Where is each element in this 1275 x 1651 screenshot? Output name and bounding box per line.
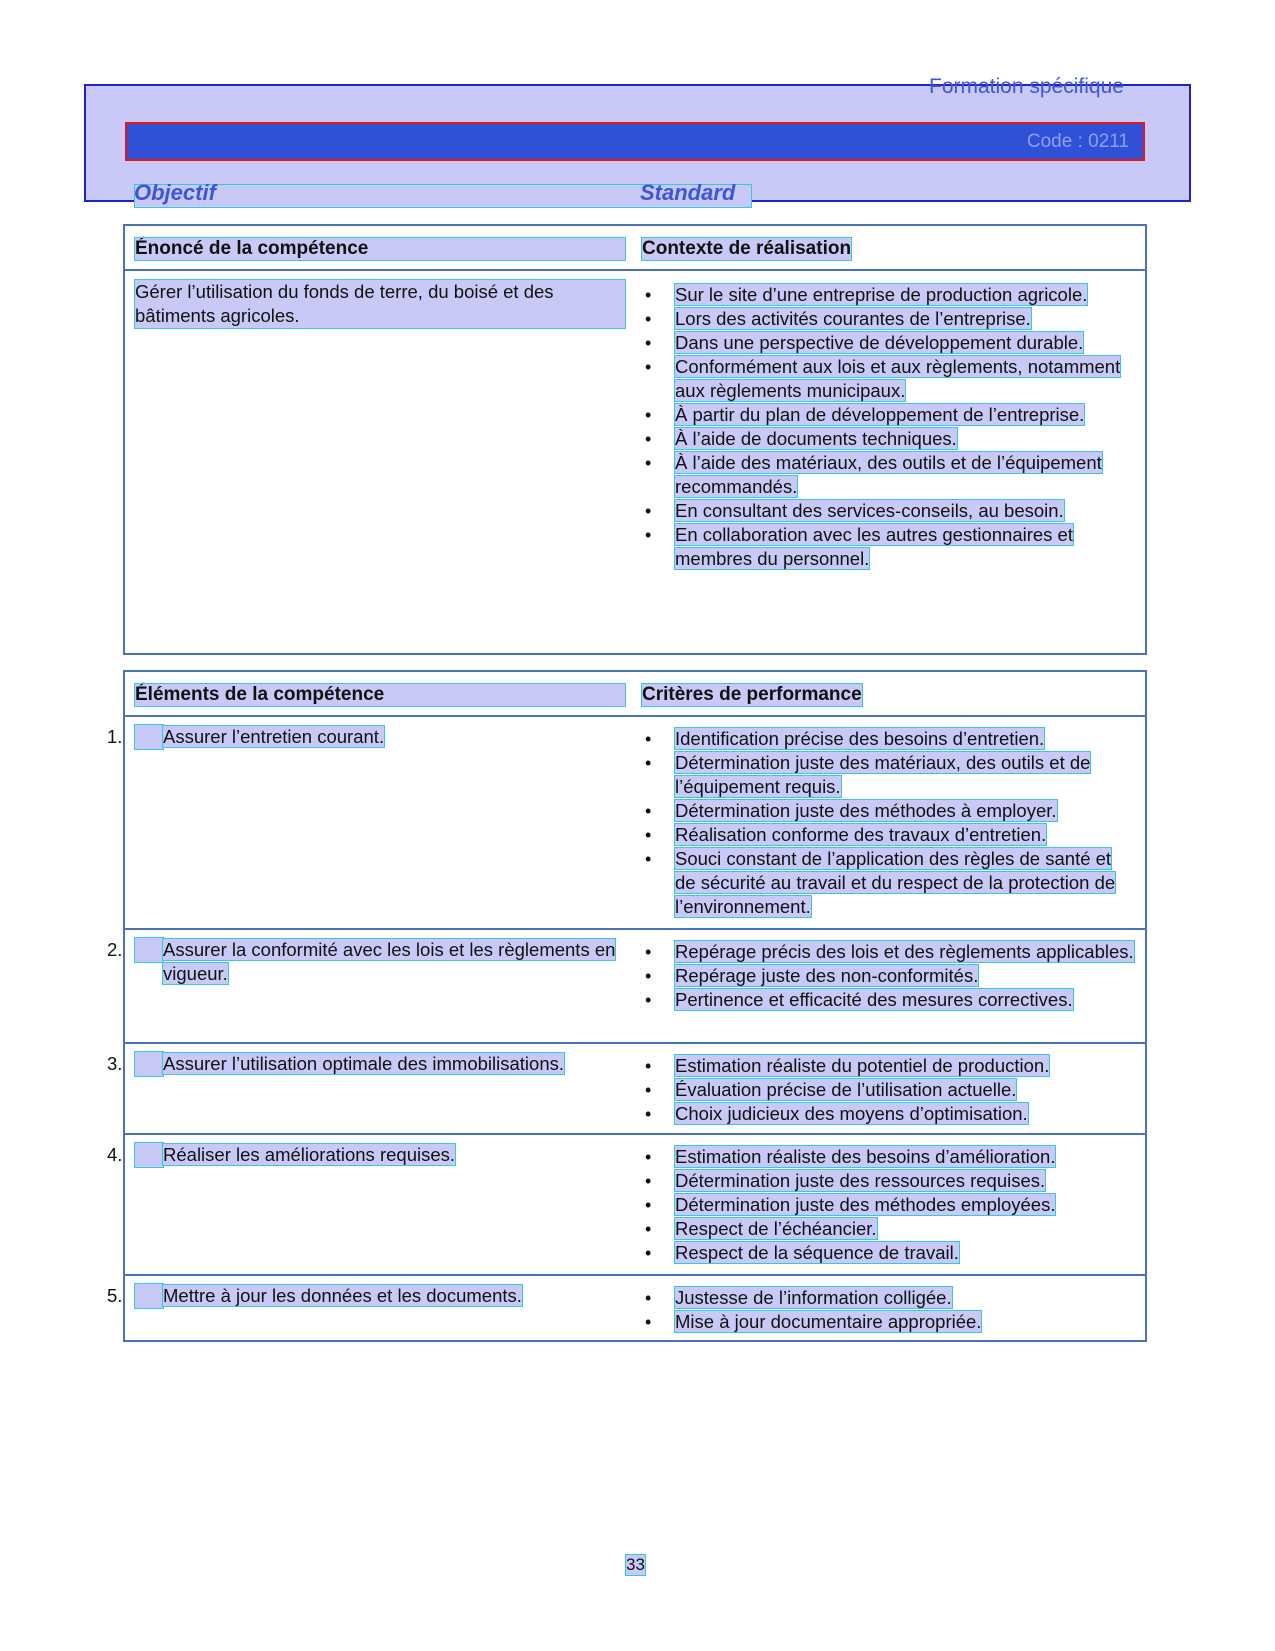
criteria-item-text: Réalisation conforme des travaux d’entretien. — [675, 824, 1047, 845]
context-item-text: À l’aide des matériaux, des outils et de l’équipement recommandés. — [675, 452, 1102, 497]
competence-statement — [135, 280, 625, 328]
criteria-item-text: Mise à jour documentaire appropriée. — [675, 1311, 982, 1332]
code-bar — [125, 122, 1145, 161]
criteria-item-text: Respect de la séquence de travail. — [675, 1242, 959, 1263]
formation-label: Formation spécifique — [929, 75, 1124, 98]
criteria-list — [645, 940, 1135, 1012]
context-item — [645, 283, 1135, 307]
criteria-container — [645, 1054, 1135, 1126]
standard-heading: Standard — [640, 180, 736, 205]
criteria-container — [645, 940, 1135, 1012]
page-number: 33 — [626, 1555, 645, 1574]
criteria-list — [645, 1054, 1135, 1126]
context-item — [645, 355, 1135, 403]
criteria-item — [645, 1217, 1135, 1241]
element-number: 1. — [135, 725, 163, 749]
criteria-item — [645, 751, 1135, 799]
element-row — [107, 1135, 1145, 1276]
element-statement — [107, 1284, 653, 1308]
elements-box — [107, 670, 1147, 1342]
criteria-list — [645, 1286, 1135, 1334]
element-text: Assurer l’entretien courant. — [163, 726, 385, 747]
element-text: Réaliser les améliorations requises. — [163, 1144, 456, 1165]
criteria-item — [645, 940, 1135, 964]
elements-box-header — [125, 672, 1145, 717]
context-item — [645, 499, 1135, 523]
element-row — [107, 1276, 1145, 1343]
criteria-item-text: Détermination juste des méthodes employées. — [675, 1194, 1056, 1215]
context-item-text: En collaboration avec les autres gestionnaires et membres du personnel. — [675, 524, 1073, 569]
criteria-container — [645, 1286, 1135, 1334]
criteria-item — [645, 847, 1135, 919]
criteria-list — [645, 727, 1135, 919]
context-item-text: Dans une perspective de développement durable. — [675, 332, 1084, 353]
element-statement — [107, 1143, 653, 1167]
element-statement — [107, 938, 653, 986]
competence-box-header — [125, 226, 1145, 271]
context-item — [645, 427, 1135, 451]
criteria-item — [645, 1310, 1135, 1334]
context-item-text: Sur le site d’une entreprise de production agricole. — [675, 284, 1088, 305]
criteria-item — [645, 1241, 1135, 1265]
criteria-item-text: Choix judicieux des moyens d’optimisation. — [675, 1103, 1028, 1124]
criteria-item-text: Repérage précis des lois et des règlements applicables. — [675, 941, 1134, 962]
context-item-text: À partir du plan de développement de l’entreprise. — [675, 404, 1085, 425]
element-row — [107, 717, 1145, 930]
context-item — [645, 307, 1135, 331]
criteria-item-text: Détermination juste des méthodes à employer. — [675, 800, 1057, 821]
element-number: 2. — [135, 938, 163, 962]
code-label: Code : — [1026, 131, 1083, 152]
element-statement — [107, 725, 653, 749]
context-item — [645, 451, 1135, 499]
context-item — [645, 403, 1135, 427]
context-item-text: À l’aide de documents techniques. — [675, 428, 957, 449]
criteria-item-text: Estimation réaliste du potentiel de production. — [675, 1055, 1050, 1076]
element-text: Assurer la conformité avec les lois et les règlements en vigueur. — [163, 939, 616, 984]
element-number: 5. — [135, 1284, 163, 1308]
criteria-header: Critères de performance — [642, 684, 862, 705]
elements-header: Éléments de la compétence — [135, 684, 625, 706]
code-value: 0211 — [1088, 131, 1129, 152]
context-header: Contexte de réalisation — [642, 238, 852, 259]
criteria-container — [645, 1145, 1135, 1265]
criteria-container — [645, 727, 1135, 919]
objectif-heading: Objectif — [134, 180, 216, 205]
element-rows — [107, 717, 1145, 1343]
criteria-item — [645, 727, 1135, 751]
element-number: 3. — [135, 1052, 163, 1076]
context-item — [645, 523, 1135, 571]
criteria-item — [645, 823, 1135, 847]
element-number: 4. — [135, 1143, 163, 1167]
competence-box — [123, 224, 1147, 655]
element-row — [107, 930, 1145, 1044]
criteria-item-text: Justesse de l’information colligée. — [675, 1287, 952, 1308]
context-list-container — [645, 283, 1135, 571]
criteria-item — [645, 1102, 1135, 1126]
context-item-text: En consultant des services-conseils, au besoin. — [675, 500, 1064, 521]
criteria-item-text: Identification précise des besoins d’entretien. — [675, 728, 1045, 749]
context-list — [645, 283, 1135, 571]
criteria-item-text: Estimation réaliste des besoins d’amélioration. — [675, 1146, 1056, 1167]
competence-statement-text: Gérer l’utilisation du fonds de terre, du boisé et des bâtiments agricoles. — [135, 280, 625, 328]
competence-statement-header: Énoncé de la compétence — [135, 238, 625, 260]
context-item-text: Lors des activités courantes de l’entreprise. — [675, 308, 1031, 329]
context-item-text: Conformément aux lois et aux règlements, notamment aux règlements municipaux. — [675, 356, 1121, 401]
criteria-item — [645, 1078, 1135, 1102]
criteria-item — [645, 988, 1135, 1012]
element-text: Mettre à jour les données et les documents. — [163, 1285, 522, 1306]
criteria-item-text: Souci constant de l’application des règles de santé et de sécurité au travail et du respect de la protection de l’environnement. — [675, 848, 1116, 917]
criteria-item-text: Évaluation précise de l’utilisation actuelle. — [675, 1079, 1017, 1100]
criteria-item-text: Pertinence et efficacité des mesures correctives. — [675, 989, 1073, 1010]
code-text — [1027, 131, 1129, 153]
criteria-item-text: Détermination juste des matériaux, des outils et de l’équipement requis. — [675, 752, 1091, 797]
context-item — [645, 331, 1135, 355]
element-text: Assurer l’utilisation optimale des immobilisations. — [163, 1053, 564, 1074]
criteria-item-text: Repérage juste des non-conformités. — [675, 965, 979, 986]
criteria-item — [645, 964, 1135, 988]
criteria-item — [645, 1286, 1135, 1310]
criteria-list — [645, 1145, 1135, 1265]
criteria-item — [645, 1054, 1135, 1078]
element-statement — [107, 1052, 653, 1076]
criteria-item — [645, 799, 1135, 823]
element-row — [107, 1044, 1145, 1135]
criteria-item — [645, 1145, 1135, 1169]
criteria-item-text: Respect de l’échéancier. — [675, 1218, 877, 1239]
criteria-item-text: Détermination juste des ressources requises. — [675, 1170, 1046, 1191]
criteria-item — [645, 1193, 1135, 1217]
criteria-item — [645, 1169, 1135, 1193]
